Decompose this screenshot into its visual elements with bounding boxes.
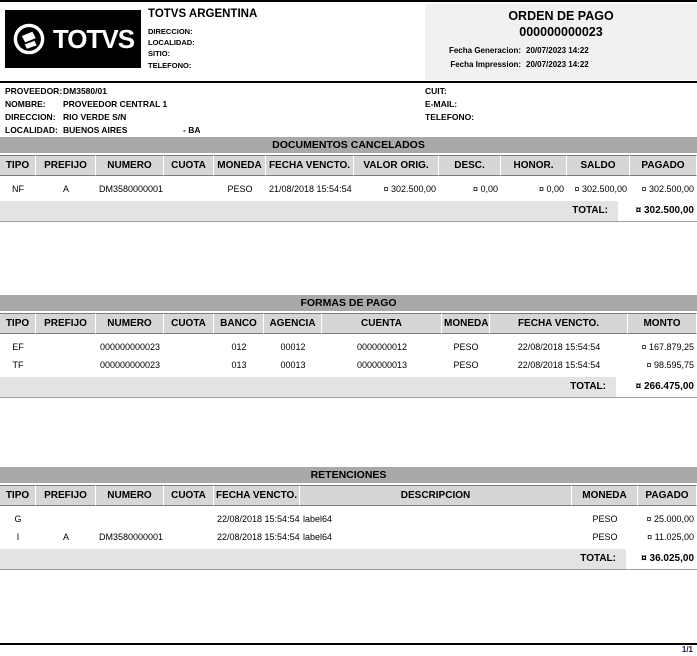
table-cell: ¤ 0,00 [472,184,498,194]
column-header: MONEDA [572,485,638,506]
table-cell [164,176,214,197]
company-field-label: TELEFONO: [148,60,192,70]
table-row [0,334,697,355]
column-header: NUMERO [96,313,164,334]
order-date-field-value: 20/07/2023 14:22 [526,46,589,55]
table-cell: 013 [231,360,247,370]
provider-block [0,85,697,135]
table-cell: 21/08/2018 15:54:54 [269,184,352,194]
provider-field-extra: - BA [183,125,201,135]
column-header: TIPO [0,313,36,334]
column-header: PAGADO [638,485,697,506]
table-cell: EF [12,342,24,352]
table-documentos-cancelados [0,155,697,197]
company-name: TOTVS ARGENTINA [148,8,258,20]
table-header-row [0,485,697,506]
table-cell: ¤ 167.879,25 [641,342,694,352]
column-header: PREFIJO [36,313,96,334]
provider-field [425,85,597,98]
column-header: NUMERO [96,485,164,506]
provider-field-value: PROVEEDOR CENTRAL 1 [63,99,168,109]
column-header: CUOTA [164,313,214,334]
column-header: PREFIJO [36,485,96,506]
provider-right-fields [425,85,597,124]
provider-field [425,111,597,124]
company-fields [148,26,257,71]
table-cell [36,506,96,527]
order-date-field-label: Fecha Generacion: [448,46,521,55]
section-title-formas-de-pago: FORMAS DE PAGO [0,295,697,311]
table-cell: ¤ 302.500,00 [641,184,694,194]
column-header: NUMERO [96,155,164,176]
table-cell [164,355,214,373]
table-cell: NF [12,184,24,194]
column-header: CUOTA [164,485,214,506]
table-row [0,506,697,527]
table-cell: I [16,532,20,542]
table-cell: ¤ 302.500,00 [383,184,436,194]
table-cell: 000000000023 [99,342,161,352]
provider-field [5,98,200,111]
section-formas-de-pago [0,295,697,398]
column-header: SALDO [567,155,630,176]
total-row-documentos-cancelados [0,201,697,222]
company-block [148,8,257,71]
table-cell: TF [12,360,24,370]
table-cell: DM3580000001 [99,532,164,542]
column-header: MONEDA [214,155,266,176]
totvs-logo-text: TOTVS [52,24,135,54]
order-date-field [425,58,697,72]
company-field [148,26,257,37]
table-cell [36,334,96,355]
total-label: TOTAL: [580,553,616,564]
provider-field-label: TELEFONO: [425,112,475,122]
table-cell: G [14,514,22,524]
column-header: MONTO [628,313,697,334]
order-header-panel [425,4,697,80]
column-header: FECHA VENCTO. [266,155,354,176]
provider-field-label: E-MAIL: [425,99,458,109]
provider-field-label: LOCALIDAD: [5,125,58,135]
provider-field-label: PROVEEDOR: [5,86,63,96]
column-header: FECHA VENCTO. [214,485,300,506]
section-title-retenciones: RETENCIONES [0,467,697,483]
footer-divider-line [0,643,697,645]
table-header-row [0,155,697,176]
header-divider-line [0,81,697,83]
table-row [0,176,697,197]
table-cell: PESO [227,184,253,194]
provider-field [425,98,597,111]
table-cell: A [62,184,69,194]
company-field [148,37,257,48]
provider-field-label: CUIT: [425,86,447,96]
company-field [148,48,257,59]
company-field-label: SITIO: [148,49,171,59]
total-label: TOTAL: [572,205,608,216]
table-formas-de-pago [0,313,697,373]
table-cell: 00013 [280,360,306,370]
order-date-field [425,44,697,58]
table-cell: ¤ 11.025,00 [647,532,694,542]
column-header: DESC. [439,155,501,176]
column-header: CUOTA [164,155,214,176]
table-header-row [0,313,697,334]
provider-field-value: RIO VERDE S/N [63,112,127,122]
table-cell: DM3580000001 [99,184,164,194]
total-row-formas-de-pago [0,377,697,398]
table-retenciones [0,485,697,545]
total-value: ¤ 266.475,00 [616,377,697,397]
provider-field [5,85,200,98]
table-cell: A [62,532,69,542]
provider-field [5,124,200,137]
table-cell: 22/08/2018 15:54:54 [217,514,300,524]
provider-field-label: DIRECCION: [5,112,56,122]
totvs-logo [5,10,141,68]
table-cell [164,527,214,545]
table-cell: 0000000013 [356,360,408,370]
order-number: 000000000023 [519,25,603,39]
table-cell [96,506,164,527]
column-header: FECHA VENCTO. [490,313,628,334]
totvs-circle-icon [12,22,46,56]
table-cell [164,334,214,355]
order-date-field-label: Fecha Impression: [450,59,521,69]
top-border-line [0,0,697,2]
section-documentos-cancelados [0,137,697,222]
table-cell: label64 [303,532,333,542]
table-cell: 0000000012 [356,342,408,352]
table-cell: 22/08/2018 15:54:54 [517,360,601,370]
column-header: AGENCIA [264,313,322,334]
provider-field [5,111,200,124]
table-cell: PESO [592,514,618,524]
column-header: CUENTA [322,313,442,334]
company-field [148,60,257,71]
table-row [0,355,697,373]
table-cell: ¤ 25.000,00 [646,514,694,524]
total-value: ¤ 302.500,00 [618,201,697,221]
table-cell [164,506,214,527]
table-cell: ¤ 0,00 [538,184,564,194]
order-title: ORDEN DE PAGO [508,9,614,23]
provider-left-fields [5,85,200,137]
column-header: DESCRIPCION [300,485,572,506]
section-title-documentos-cancelados: DOCUMENTOS CANCELADOS [0,137,697,153]
column-header: TIPO [0,155,36,176]
table-cell: ¤ 98.595,75 [646,360,694,370]
table-cell: 00012 [280,342,306,352]
table-row [0,527,697,545]
provider-field-value: BUENOS AIRES [63,125,128,135]
table-cell: 22/08/2018 15:54:54 [217,532,300,542]
section-retenciones [0,467,697,570]
table-cell: 012 [231,342,247,352]
order-date-field-value: 20/07/2023 14:22 [526,59,589,69]
total-label: TOTAL: [570,381,606,392]
table-cell: PESO [453,342,479,352]
column-header: PAGADO [630,155,697,176]
order-dates [425,44,697,71]
page-number: 1/1 [681,645,693,654]
table-cell: label64 [303,514,333,524]
column-header: PREFIJO [36,155,96,176]
total-value: ¤ 36.025,00 [626,549,697,569]
company-field-label: DIRECCION: [148,27,193,36]
total-row-retenciones [0,549,697,570]
column-header: HONOR. [501,155,567,176]
table-cell: PESO [453,360,479,370]
column-header: MONEDA [442,313,490,334]
table-cell: 22/08/2018 15:54:54 [517,342,601,352]
company-field-label: LOCALIDAD: [148,38,195,48]
table-cell: PESO [592,532,618,542]
column-header: VALOR ORIG. [354,155,439,176]
column-header: BANCO [214,313,264,334]
column-header: TIPO [0,485,36,506]
table-cell: ¤ 302.500,00 [574,184,627,194]
table-cell [36,355,96,373]
table-cell: 000000000023 [99,360,161,370]
provider-field-value: DM3580/01 [63,86,107,96]
provider-field-label: NOMBRE: [5,99,46,109]
